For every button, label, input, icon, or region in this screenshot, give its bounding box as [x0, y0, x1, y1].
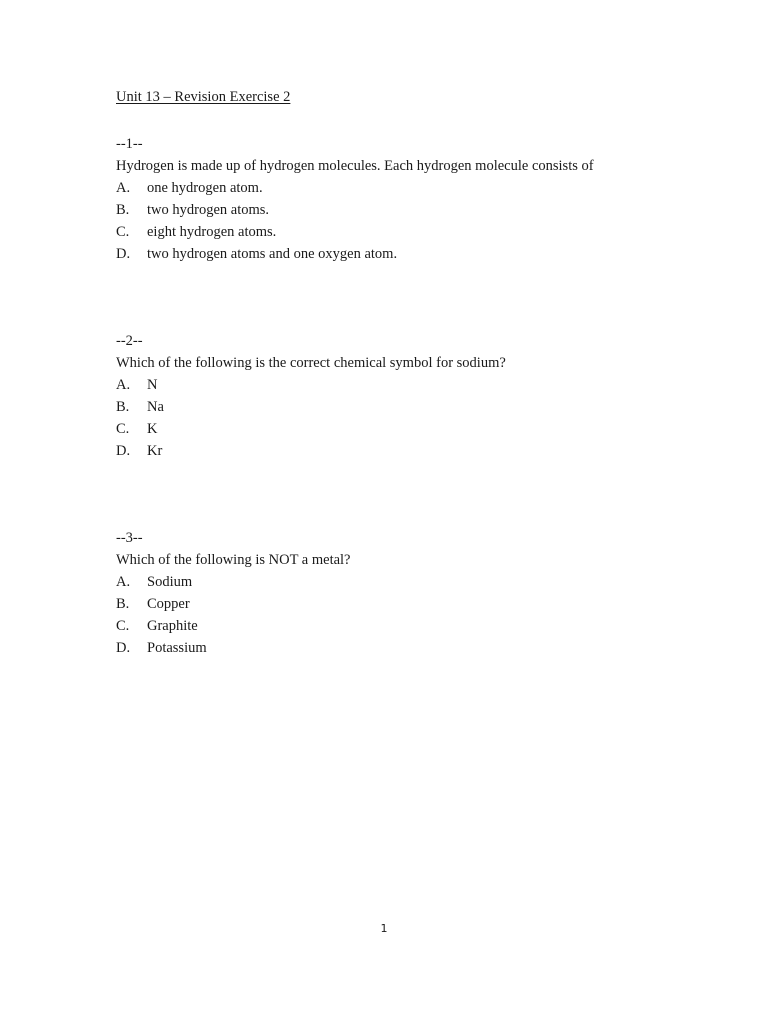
- question-stem: Which of the following is the correct chemical symbol for sodium?: [116, 355, 506, 371]
- option-c: [116, 615, 716, 637]
- question-2: [116, 330, 716, 462]
- question-stem: Which of the following is NOT a metal?: [116, 552, 351, 568]
- option-letter: B.: [116, 202, 130, 218]
- option-letter: C.: [116, 618, 130, 634]
- option-text: N: [147, 377, 158, 393]
- option-text: two hydrogen atoms.: [147, 202, 270, 218]
- document-title: Unit 13 – Revision Exercise 2: [116, 89, 291, 105]
- option-text: K: [147, 421, 158, 437]
- option-text: eight hydrogen atoms.: [147, 224, 277, 240]
- option-d: [116, 440, 716, 462]
- option-text: Kr: [147, 443, 163, 459]
- option-a: [116, 177, 716, 199]
- option-letter: D.: [116, 246, 131, 262]
- option-text: Copper: [147, 596, 190, 612]
- option-text: two hydrogen atoms and one oxygen atom.: [147, 246, 398, 262]
- option-a: [116, 374, 716, 396]
- question-marker: --2--: [116, 333, 143, 349]
- option-letter: B.: [116, 596, 130, 612]
- option-letter: D.: [116, 443, 131, 459]
- option-b: [116, 199, 716, 221]
- option-text: Na: [147, 399, 164, 415]
- question-3: [116, 527, 716, 659]
- option-d: [116, 243, 716, 265]
- question-stem: Hydrogen is made up of hydrogen molecules. Each hydrogen molecule consists of: [116, 158, 594, 174]
- option-a: [116, 571, 716, 593]
- option-text: Potassium: [147, 640, 207, 656]
- option-letter: C.: [116, 421, 130, 437]
- question-marker: --3--: [116, 530, 143, 546]
- option-b: [116, 396, 716, 418]
- option-letter: A.: [116, 574, 131, 590]
- option-letter: A.: [116, 377, 131, 393]
- option-letter: A.: [116, 180, 131, 196]
- option-d: [116, 637, 716, 659]
- question-1: [116, 133, 716, 265]
- option-letter: B.: [116, 399, 130, 415]
- page-number: 1: [380, 922, 388, 935]
- option-letter: D.: [116, 640, 131, 656]
- option-b: [116, 593, 716, 615]
- question-marker: --1--: [116, 136, 143, 152]
- option-text: one hydrogen atom.: [147, 180, 263, 196]
- option-text: Graphite: [147, 618, 198, 634]
- option-letter: C.: [116, 224, 130, 240]
- option-text: Sodium: [147, 574, 193, 590]
- option-c: [116, 221, 716, 243]
- option-c: [116, 418, 716, 440]
